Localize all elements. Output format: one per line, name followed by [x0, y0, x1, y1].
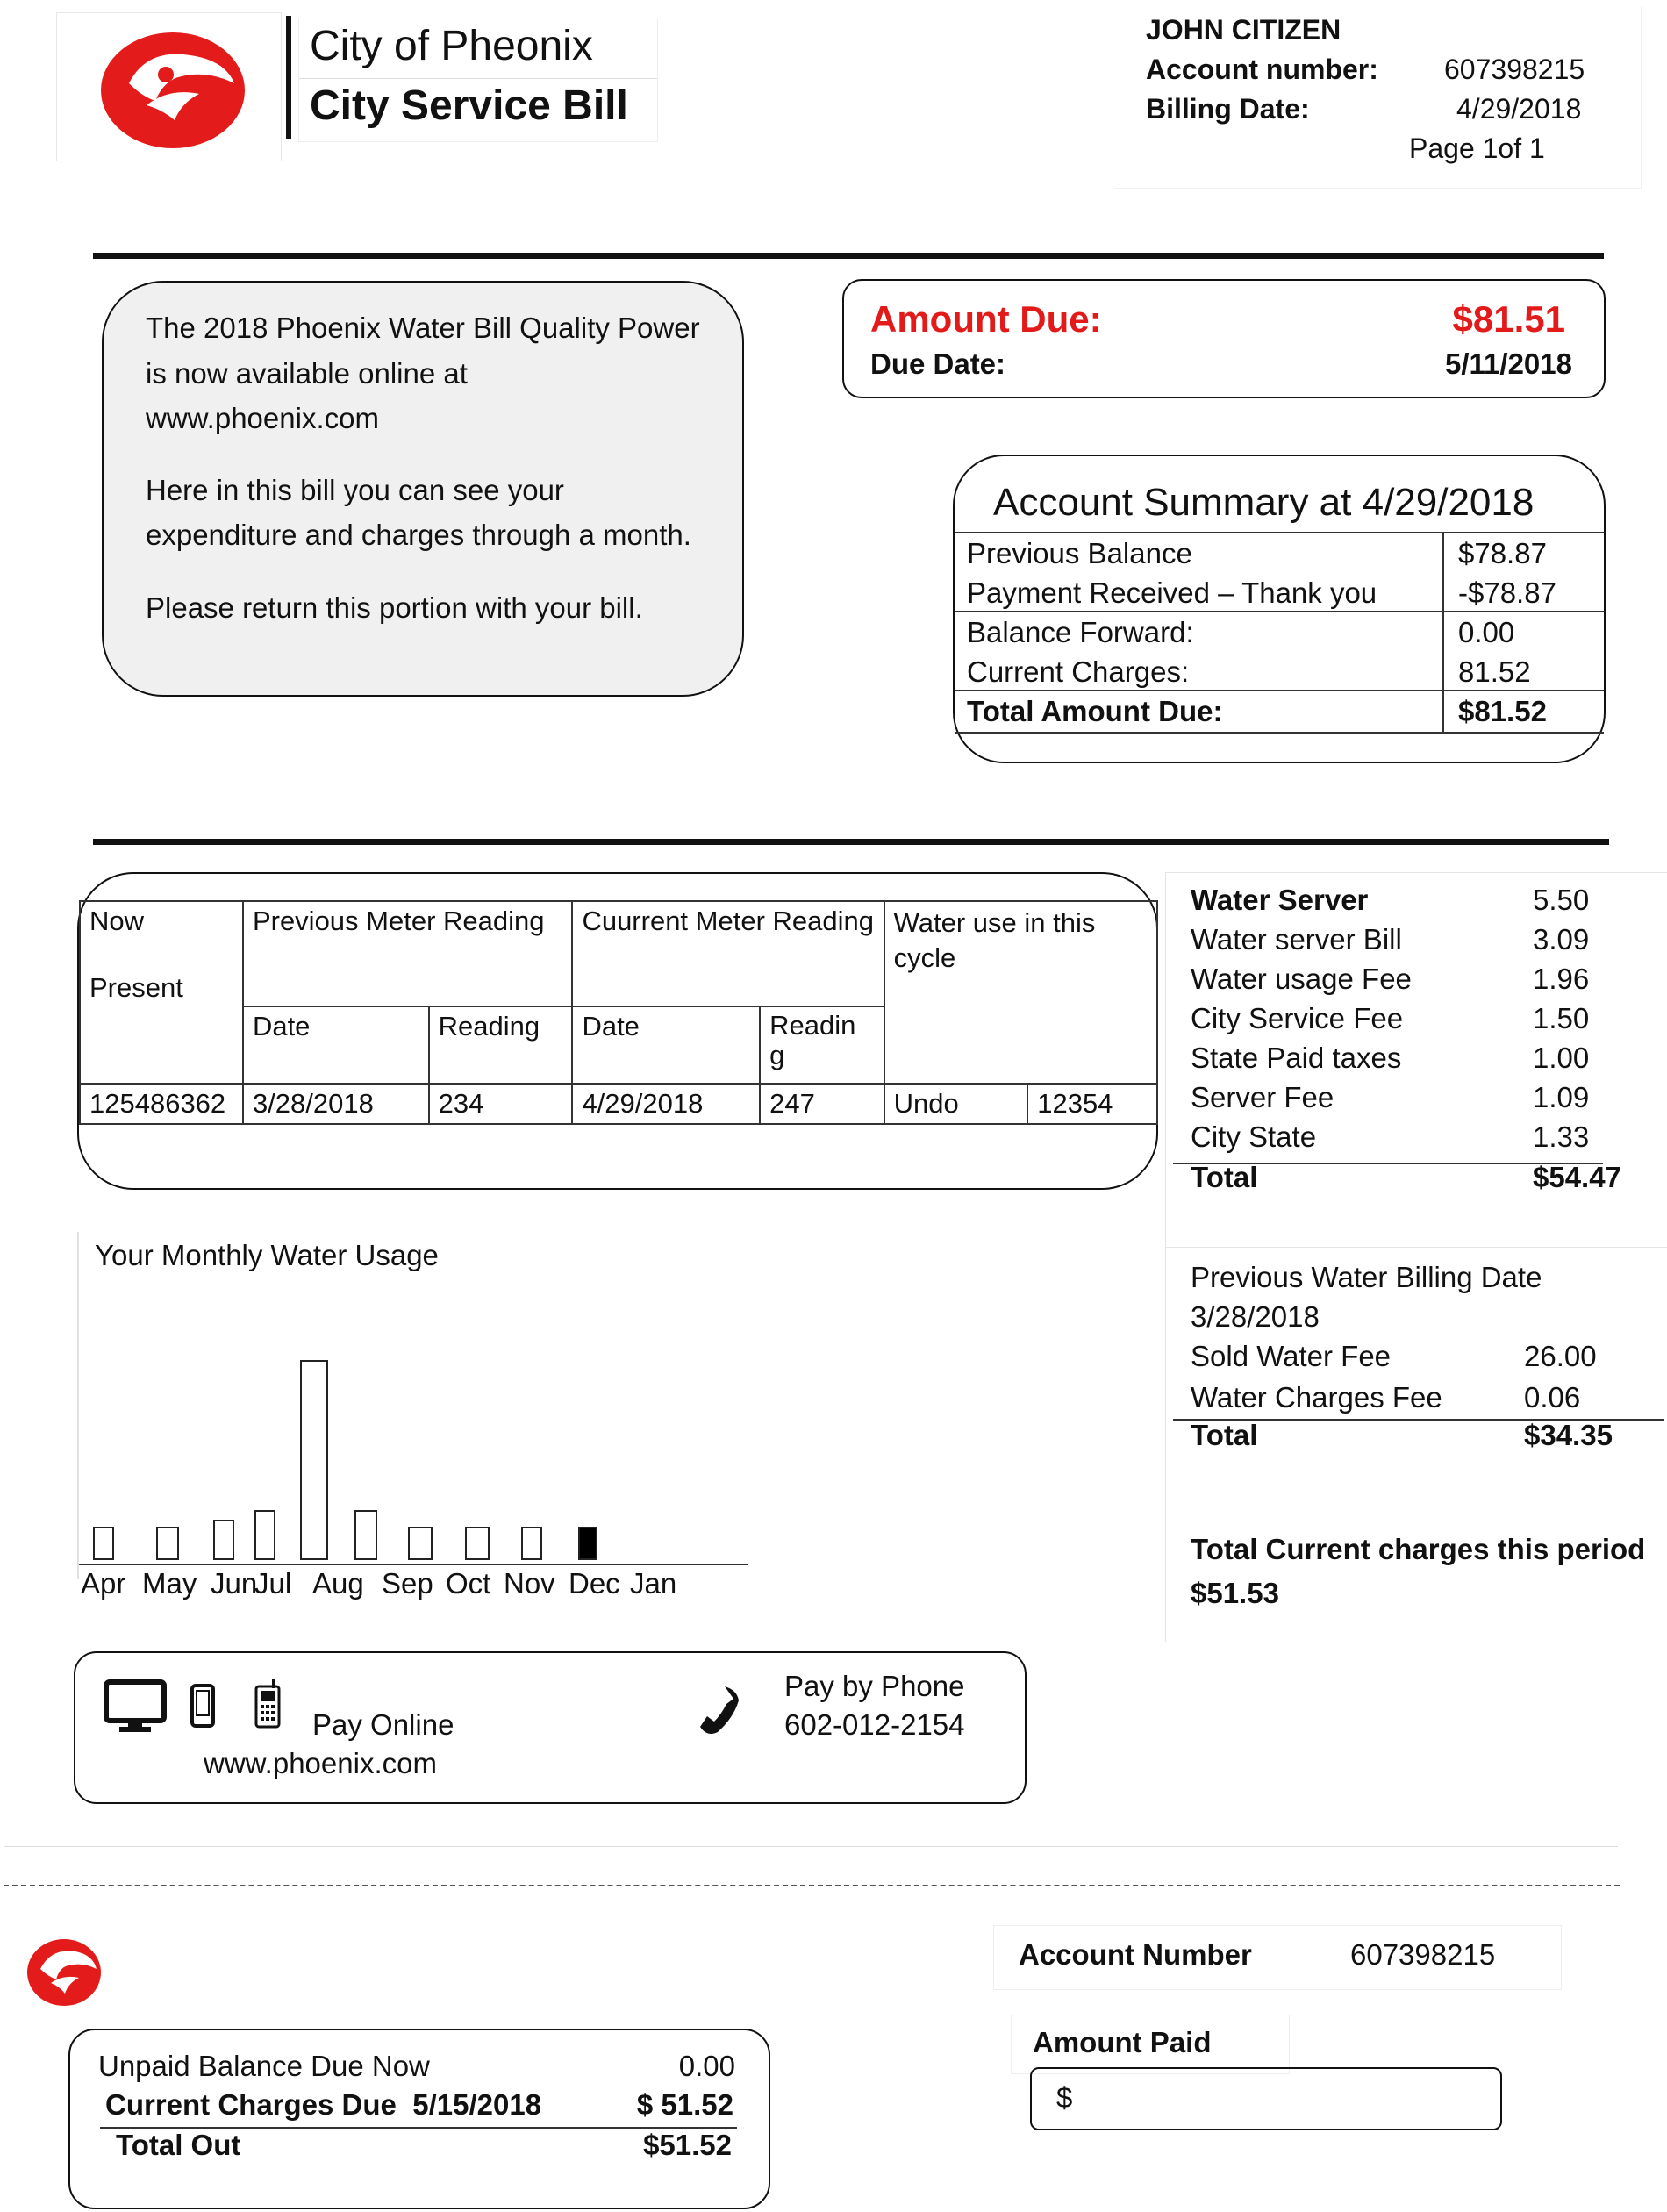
current-charges-value: $ 51.52	[636, 2088, 733, 2121]
account-number-label: Account number:	[1146, 54, 1378, 85]
meter-header-current: Cuurrent Meter Reading	[572, 901, 884, 1006]
amount-due-value: $81.51	[1452, 298, 1565, 340]
meter-subheader-date: Date	[243, 1006, 429, 1084]
usage-month-label: May	[142, 1567, 197, 1600]
usage-status: Undo	[884, 1084, 1028, 1124]
summary-rule	[955, 611, 1604, 612]
pay-online-url[interactable]: www.phoenix.com	[204, 1747, 437, 1779]
tear-off-dashed-line	[4, 1885, 1620, 1886]
previous-billing-date: 3/28/2018	[1191, 1300, 1320, 1333]
usage-bar-jun	[213, 1520, 234, 1560]
desktop-computer-icon	[104, 1679, 167, 1734]
account-number: 607398215	[1444, 54, 1585, 85]
previous-item-label: Water Charges Fee	[1191, 1381, 1442, 1414]
meter-header-present: Present	[89, 972, 183, 1003]
usage-month-label: Jul	[254, 1567, 292, 1600]
period-total-value: $51.53	[1191, 1577, 1279, 1609]
charge-item-label: State Paid taxes	[1191, 1042, 1402, 1074]
usage-month-label: Nov	[504, 1567, 555, 1600]
notice-line: is now available online at	[146, 357, 468, 390]
meter-number: 125486362	[80, 1084, 243, 1124]
curr-reading-value: 247	[760, 1084, 884, 1124]
previous-item-value: 26.00	[1524, 1340, 1597, 1372]
mobile-phone-icon	[190, 1683, 216, 1729]
summary-row-label: Current Charges:	[967, 655, 1190, 688]
account-summary-box	[953, 455, 1606, 763]
amount-paid-input[interactable]	[1030, 2067, 1502, 2130]
chart-title: Your Monthly Water Usage	[95, 1239, 439, 1271]
bill-title: City Service Bill	[310, 82, 628, 129]
charges-total-value: $54.47	[1533, 1161, 1621, 1193]
meter-col-now	[80, 901, 243, 1084]
header-divider	[93, 253, 1604, 259]
chart-baseline	[79, 1564, 748, 1565]
usage-bar-jan	[578, 1527, 597, 1560]
usage-month-label: Jan	[630, 1567, 677, 1600]
customer-name: JOHN CITIZEN	[1146, 14, 1341, 46]
meter-header-now: Now	[89, 906, 145, 936]
city-logo	[56, 12, 282, 161]
tear-off-top-rule	[4, 1846, 1618, 1847]
usage-bar-jul	[254, 1510, 275, 1560]
usage-bar-aug	[300, 1360, 328, 1560]
meter-subheader-date: Date	[572, 1006, 760, 1084]
summary-col-rule	[1442, 532, 1444, 734]
billing-date-label: Billing Date:	[1146, 93, 1310, 125]
phoenix-logo-icon	[94, 22, 252, 154]
summary-row-label: Payment Received – Thank you	[967, 576, 1377, 609]
usage-bar-dec	[521, 1527, 542, 1560]
amount-due-label: Amount Due:	[870, 298, 1102, 340]
previous-total-label: Total	[1191, 1419, 1258, 1451]
city-name: City of Pheonix	[310, 23, 593, 69]
phoenix-logo-small-icon	[25, 1932, 104, 2009]
usage-month-label: Aug	[312, 1567, 364, 1600]
summary-total-value: $81.52	[1458, 695, 1547, 727]
charge-item-label: Server Fee	[1191, 1081, 1334, 1113]
usage-month-label: Oct	[446, 1567, 491, 1600]
notice-line: Please return this portion with your bill.	[146, 591, 643, 624]
water-usage-chart	[79, 1246, 748, 1614]
current-charges-label: Current Charges Due 5/15/2018	[105, 2088, 542, 2121]
charge-item-value: 1.09	[1533, 1081, 1590, 1113]
previous-billing-label: Previous Water Billing Date	[1191, 1261, 1542, 1293]
stub-account-box	[993, 1925, 1562, 1990]
charge-item-value: 1.50	[1533, 1002, 1590, 1034]
charge-item-value: 1.33	[1533, 1120, 1590, 1153]
pay-phone-number: 602-012-2154	[784, 1708, 965, 1741]
charge-item-label: City Service Fee	[1191, 1002, 1404, 1034]
total-out-value: $51.52	[643, 2129, 732, 2161]
pay-phone-label: Pay by Phone	[784, 1670, 965, 1702]
notice-line: Here in this bill you can see your	[146, 474, 564, 506]
usage-month-label: Jun	[211, 1567, 258, 1600]
payment-options-box	[74, 1651, 1027, 1804]
summary-row-value: 81.52	[1458, 655, 1531, 688]
summary-rule	[955, 532, 1604, 533]
cellphone-icon	[253, 1678, 283, 1729]
meter-subheader-reading: Reading	[429, 1006, 573, 1084]
due-date-label: Due Date:	[870, 347, 1006, 380]
charge-item-value: 1.00	[1533, 1042, 1590, 1074]
charge-item-label: City State	[1191, 1120, 1317, 1153]
usage-bar-apr	[93, 1527, 114, 1560]
usage-bar-sep	[354, 1510, 377, 1560]
customer-info-block	[1114, 7, 1642, 189]
stub-account-number: 607398215	[1350, 1938, 1496, 1971]
usage-month-label: Sep	[382, 1567, 433, 1600]
meter-subheader-reading: Readin g	[760, 1006, 884, 1084]
meter-header-usage: Water use in this cycle	[884, 901, 1157, 1084]
unpaid-balance-label: Unpaid Balance Due Now	[98, 2050, 430, 2082]
meter-header-previous: Previous Meter Reading	[243, 901, 573, 1006]
panel-separator	[1166, 1247, 1667, 1248]
previous-item-label: Sold Water Fee	[1191, 1340, 1392, 1372]
notice-line: The 2018 Phoenix Water Bill Quality Power	[146, 311, 700, 344]
charge-item-label: Water server Bill	[1191, 923, 1402, 956]
account-summary-title: Account Summary at 4/29/2018	[993, 481, 1535, 524]
previous-item-value: 0.06	[1524, 1381, 1581, 1414]
water-server-value: 5.50	[1533, 884, 1590, 916]
stub-balance-box	[68, 2029, 770, 2209]
page-info: Page 1of 1	[1409, 132, 1545, 164]
notice-url: www.phoenix.com	[146, 402, 379, 434]
telephone-icon	[698, 1683, 740, 1737]
title-separator	[299, 78, 657, 79]
prev-reading-date: 3/28/2018	[243, 1084, 429, 1124]
usage-month-label: Dec	[569, 1567, 620, 1600]
usage-value: 12354	[1027, 1084, 1157, 1124]
summary-row-label: Previous Balance	[967, 537, 1192, 569]
curr-reading-date: 4/29/2018	[572, 1084, 760, 1124]
notice-box	[102, 281, 744, 697]
summary-row-value: -$78.87	[1458, 576, 1556, 609]
prev-reading-value: 234	[429, 1084, 573, 1124]
summary-rule	[955, 732, 1604, 734]
water-server-label: Water Server	[1191, 884, 1369, 916]
usage-bar-oct	[408, 1527, 433, 1560]
section-divider	[93, 839, 1609, 845]
summary-row-value: $78.87	[1458, 537, 1547, 569]
summary-total-label: Total Amount Due:	[967, 695, 1223, 727]
title-divider	[286, 16, 291, 139]
charges-total-label: Total	[1191, 1161, 1258, 1193]
notice-line: expenditure and charges through a month.	[146, 519, 691, 551]
charge-item-value: 1.96	[1533, 963, 1590, 995]
unpaid-balance-value: 0.00	[678, 2050, 735, 2082]
due-date: 5/11/2018	[1445, 347, 1572, 380]
total-out-label: Total Out	[116, 2129, 241, 2161]
meter-reading-table	[79, 900, 1158, 1125]
period-total-label: Total Current charges this period	[1191, 1533, 1646, 1565]
usage-bar-nov	[465, 1527, 490, 1560]
previous-total-value: $34.35	[1524, 1419, 1613, 1451]
pay-online-label: Pay Online	[312, 1708, 454, 1741]
stub-account-label: Account Number	[1019, 1938, 1252, 1971]
usage-month-label: Apr	[81, 1567, 126, 1600]
summary-rule	[955, 690, 1604, 691]
usage-bar-may	[156, 1527, 179, 1560]
amount-due-box	[842, 279, 1606, 398]
charge-item-value: 3.09	[1533, 923, 1590, 956]
amount-paid-currency: $	[1056, 2081, 1073, 2114]
summary-row-value: 0.00	[1458, 616, 1515, 648]
charge-item-label: Water usage Fee	[1191, 963, 1412, 995]
billing-date: 4/29/2018	[1456, 93, 1582, 125]
amount-paid-label-box	[1011, 2015, 1290, 2074]
title-box	[298, 18, 658, 142]
charges-panel	[1165, 872, 1667, 1642]
amount-paid-label: Amount Paid	[1033, 2026, 1212, 2058]
summary-row-label: Balance Forward:	[967, 616, 1194, 648]
